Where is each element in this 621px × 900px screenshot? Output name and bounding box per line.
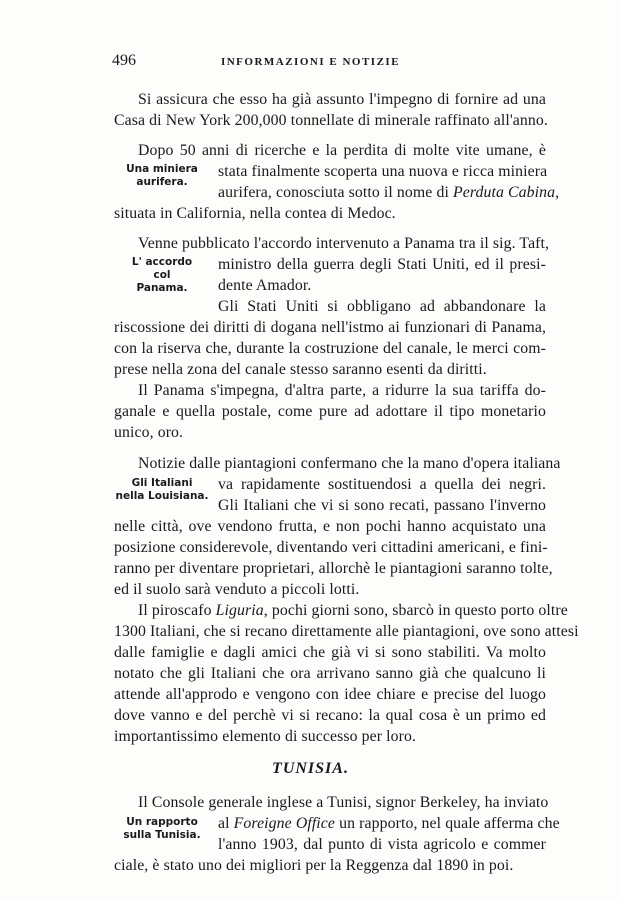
ship-name: Liguria [215,602,264,619]
text-line: unico, oro. [114,424,184,441]
margin-note-line: Gli Italiani [131,477,193,489]
text-line: Gli Italiani che vi si sono recati, passano l'inverno [218,497,546,514]
text-line [218,813,560,834]
text-run: un rapporto, nel quale afferma che [335,815,560,832]
margin-note-line: Una miniera [126,163,198,175]
margin-note-accordo [108,256,216,295]
text-line: con la riserva che, durante la costruzione del canale, le merci com- [114,340,546,357]
page-number: 496 [112,52,136,69]
text-run: al [218,815,234,832]
text-line: nelle città, ove vendono frutta, e non pochi hanno acquistato una [114,518,546,535]
text-line: stata finalmente scoperta una nuova e ricca miniera [218,163,548,180]
text-line: l'anno 1903, dal punto di vista agricolo e commer [218,836,546,853]
text-line: 1300 Italiani, che si recano direttamente alle piantagioni, ove sono attesi [114,623,579,640]
margin-note-line: Panama. [136,282,188,294]
text-line: Casa di New York 200,000 tonnellate di minerale raffinato all'anno. [114,112,548,129]
margin-note-line: Un rapporto [126,816,198,828]
section-title: TUNISIA. [272,760,349,777]
margin-note-line: col [153,269,171,281]
margin-note-rapporto [108,816,216,842]
margin-note-line: nella Louisiana. [115,490,209,502]
text-line: Gli Stati Uniti si obbligano ad abbandonare la [218,298,546,315]
text-line: ganale e quella postale, come pure ad adottare il tipo monetario [114,403,546,420]
margin-note-line: L' accordo [131,256,193,268]
text-line: riscossione dei diritti di dogana nell'istmo ai funzionari di Panama, [114,319,546,336]
mine-name: Perduta Cabina, [452,184,560,201]
text-line: Venne pubblicato l'accordo intervenuto a Panama tra il sig. Taft, [138,235,550,252]
text-line: notato che gli Italiani che ora arrivano sanno già che qualcuno li [114,665,546,682]
text-line: dalle famiglie e dagli amici che già vi si sono stabiliti. Va molto [114,644,546,661]
text-run: Il piroscafo [138,602,216,619]
text-line: dente Amador. [218,277,312,294]
text-line: prese nella zona del canale stesso saranno esenti da diritti. [114,361,487,378]
text-line: ministro della guerra degli Stati Uniti, ed il presi- [218,256,546,273]
text-line: dove vanno e del perchè vi si recano: la qual cosa è un primo ed [114,707,546,724]
margin-note-miniera [108,163,216,189]
text-line: Il Console generale inglese a Tunisi, signor Berkeley, ha inviato [138,794,549,811]
text-line: ed il suolo sarà venduto a piccoli lotti. [114,581,360,598]
text-run: , pochi giorni sono, sbarcò in questo porto oltre [263,602,568,619]
text-line: attende all'approdo e vengono con idee chiare e precise del luogo [114,686,546,703]
text-line: ranno per diventare proprietari, allorchè le piantagioni saranno tolte, [114,560,553,577]
running-head: INFORMAZIONI E NOTIZIE [220,56,401,68]
text-line: Notizie dalle piantagioni confermano che la mano d'opera italiana [138,455,561,472]
text-line: situata in California, nella contea di Medoc. [114,205,396,222]
page-header [0,52,621,74]
text-line: posizione considerevole, diventando veri cittadini americani, e fini- [114,539,548,556]
text-run: aurifera, conosciuta sotto il nome di [218,184,453,201]
margin-note-line: sulla Tunisia. [123,829,201,841]
text-line: Si assicura che esso ha già assunto l'impegno di fornire ad una [138,91,546,108]
text-line: ciale, è stato uno dei migliori per la Reggenza dal 1890 in poi. [114,857,514,874]
margin-note-line: aurifera. [136,176,188,188]
text-line [138,600,568,621]
text-line: importantissimo elemento di successo per loro. [114,728,417,745]
text-line: va rapidamente sostituendosi a quella dei negri. [218,476,546,493]
text-line: Il Panama s'impegna, d'altra parte, a ridurre la sua tariffa do- [138,382,546,399]
margin-note-italiani [108,477,216,503]
text-line [218,182,560,203]
office-name: Foreigne Office [233,815,336,832]
text-line: Dopo 50 anni di ricerche e la perdita di molte vite umane, è [138,142,546,159]
